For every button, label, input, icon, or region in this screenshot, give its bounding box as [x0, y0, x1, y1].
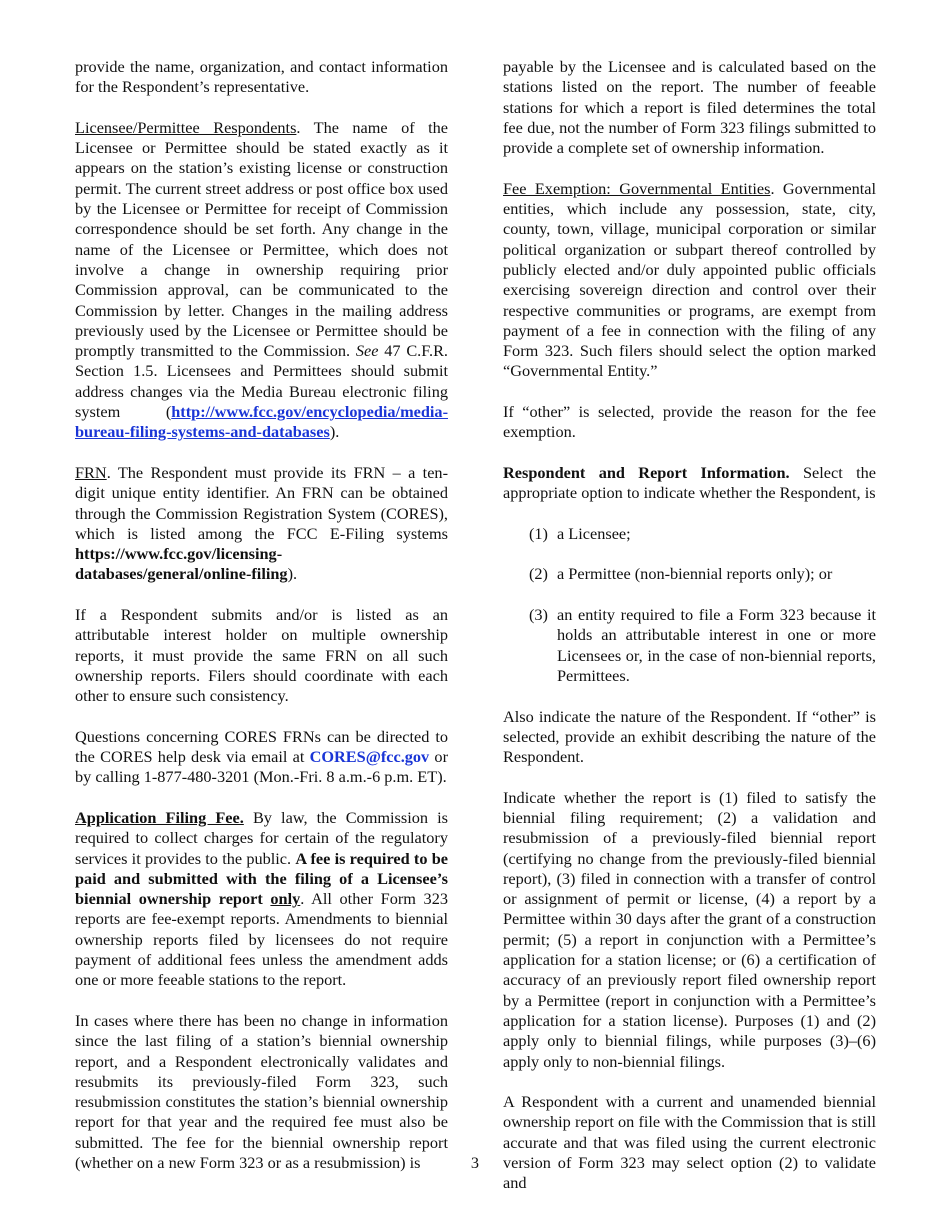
list-text: a Permittee (non-biennial reports only); or — [557, 564, 833, 584]
paragraph — [75, 727, 448, 788]
paragraph — [75, 1011, 448, 1173]
left-column — [75, 57, 448, 1194]
text-run: only — [270, 889, 301, 909]
list-text: a Licensee; — [557, 523, 631, 543]
text-run: https://www.fcc.gov/licensing-databases/general/online-filing — [75, 544, 288, 584]
page-number: 3 — [470, 1153, 480, 1172]
email-link[interactable]: CORES@fcc.gov — [309, 747, 430, 767]
list-item — [529, 564, 876, 584]
text-run: Respondent and Report Information. — [503, 462, 790, 482]
text-run: In cases where there has been no change in information since the last filing of a station’s biennial ownership report, and a Respondent electronically validates and resubmits its previously-filed Form 323, such resubmission constitutes the station’s biennial ownership report for that year and the required fee must also be submitted. The fee for the biennial ownership report (whether on a new Form 323 or as a resubmission) is — [75, 1010, 448, 1173]
text-run: . Governmental entities, which include any possession, state, city, county, town, village, municipal corporation or similar political organization or subpart thereof controlled by publicly elected and/or duly appointed public officials exercising sovereign direction and control over their respective communities or programs, are exempt from payment of a fee in connection with the filing of any Form 323. Such filers should select the option marked “Governmental Entity.” — [503, 178, 876, 381]
paragraph — [503, 402, 876, 443]
url-link[interactable]: http://www.fcc.gov/encyclopedia/media-bureau-filing-systems-and-databases — [75, 402, 448, 442]
paragraph — [503, 1092, 876, 1193]
text-run: FRN — [75, 462, 107, 482]
text-run: Fee Exemption: Governmental Entities — [503, 178, 771, 198]
paragraph — [503, 707, 876, 768]
list-text: an entity required to file a Form 323 because it holds an attributable interest in one or more Licensees or, in the case of non-biennial reports, Permittees. — [557, 605, 876, 685]
text-run: Also indicate the nature of the Respondent. If “other” is selected, provide an exhibit describing the nature of the Respondent. — [503, 706, 876, 767]
text-run: If “other” is selected, provide the reason for the fee exemption. — [503, 402, 876, 442]
text-run: . The Respondent must provide its FRN – a ten-digit unique entity identifier. An FRN can be obtained through the Commission Registration System (CORES), which is listed among the FCC E-Filing systems — [75, 462, 448, 543]
text-run: If a Respondent submits and/or is listed as an attributable interest holder on multiple ownership reports, it must provide the same FRN on all such ownership reports. Filers should coordinate with each other to ensure such consistency. — [75, 605, 448, 706]
paragraph — [75, 57, 448, 98]
paragraph — [503, 179, 876, 382]
text-run: . The name of the Licensee or Permittee should be stated exactly as it appears on the station’s existing license or construction permit. The current street address or post office box used by the Licensee or Permittee for receipt of Commission correspondence should be set forth. Any change in the name of the Licensee or Permittee, which does not involve a change in ownership requiring prior Commission approval, can be communicated to the Commission by letter. Changes in the mailing address previously used by the Licensee or Permittee should be promptly transmitted to the Commission. — [75, 117, 448, 361]
paragraph — [75, 118, 448, 443]
paragraph — [75, 808, 448, 991]
text-run: . All other Form 323 reports are fee-exempt reports. Amendments to biennial ownership reports filed by licensees do not require payment of additional fees unless the amendment adds one or more feeable stations to the report. — [75, 889, 448, 990]
respondent-options-list — [503, 524, 876, 686]
text-run: By law, the Commission is required to collect charges for certain of the regulatory services it provides to the public. — [75, 807, 448, 868]
paragraph — [75, 605, 448, 706]
paragraph — [503, 788, 876, 1072]
text-run: payable by the Licensee and is calculated based on the stations listed on the report. The number of feeable stations for which a report is filed determines the total fee due, not the number of Form 323 filings submitted to provide a complete set of ownership information. — [503, 57, 876, 158]
text-run: Application Filing Fee. — [75, 807, 244, 827]
list-item — [529, 524, 876, 544]
text-run: See — [355, 341, 379, 361]
text-run: provide the name, organization, and contact information for the Respondent’s representative. — [75, 57, 448, 97]
text-run: Select the appropriate option to indicate whether the Respondent, is — [503, 462, 876, 503]
text-run: Questions concerning CORES FRNs can be directed to the CORES help desk via email at — [75, 726, 448, 767]
text-run: 47 C.F.R. Section 1.5. Licensees and Permittees should submit address changes via the Media Bureau electronic filing system ( — [75, 341, 448, 422]
paragraph — [75, 463, 448, 585]
list-item — [529, 605, 876, 686]
text-run: Licensee/Permittee Respondents — [75, 117, 297, 137]
paragraph — [503, 463, 876, 504]
text-run: ). — [329, 422, 340, 442]
text-run: A Respondent with a current and unamended biennial ownership report on file with the Commission that is still accurate and that was filed using the current electronic version of Form 323 may select option (2) to validate and — [503, 1092, 876, 1193]
paragraph — [503, 57, 876, 158]
list-number: (3) — [529, 605, 548, 625]
text-run: Indicate whether the report is (1) filed to satisfy the biennial filing requirement; (2) a validation and resubmission of a previously-filed biennial report (certifying no change from the previously-filed biennial report), (3) filed in connection with a transfer of control or assignment of permit or license, (4) a report by a Permittee within 30 days after the grant of a construction permit; (5) a report in conjunction with a Permittee’s application for a station license; or (6) a certification of accuracy of an previously report filed ownership report by a Permittee (report in conjunction with a Permittee’s application for a station license). Purposes (1) and (2) apply only to biennial filings, while purposes (3)–(6) apply only to non-biennial filings. — [503, 787, 876, 1071]
text-run: A fee is required to be paid and submitted with the filing of a Licensee’s biennial ownership report — [75, 848, 449, 909]
list-number: (2) — [529, 564, 548, 584]
text-run: or by calling 1-877-480-3201 (Mon.-Fri. 8 a.m.-6 p.m. ET). — [75, 747, 448, 787]
right-column — [503, 57, 876, 1214]
text-run: ). — [287, 564, 298, 584]
list-number: (1) — [529, 523, 548, 543]
